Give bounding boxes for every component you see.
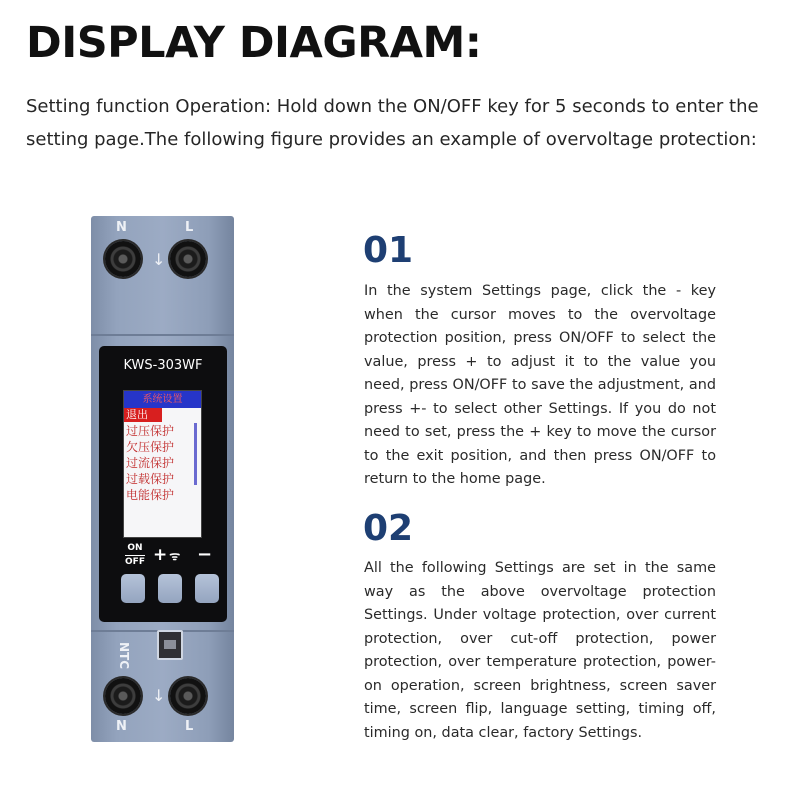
screen-menu-item: 电能保护: [126, 488, 175, 502]
minus-button[interactable]: [195, 574, 219, 603]
step-number: 01: [363, 230, 414, 271]
step-description: In the system Settings page, click the - key when the cursor moves to the overvoltage protection position, press ON/OFF to select the value, press + to adjust it to the value you need, press ON/OFF to save the adjustment, and press +- to select other Settings. If you do not need to set, press the + key to move the cursor to the exit position, and then press ON/OFF to return to the home page.: [364, 283, 716, 487]
screen-menu-item: 欠压保护: [126, 440, 175, 454]
ntc-port: [157, 630, 183, 660]
screw-terminal-n-top: [105, 241, 141, 277]
ntc-port-pin: [164, 640, 176, 649]
screen-menu-item: 过载保护: [126, 472, 175, 486]
model-label: KWS-303WF: [123, 358, 203, 373]
arrow-down-icon: ↓: [152, 686, 166, 705]
terminal-label-n-top: N: [116, 220, 127, 235]
energy-meter-device: [91, 216, 234, 742]
screw-terminal-l-bottom: [170, 678, 206, 714]
label-divider: [125, 555, 145, 556]
step-description: All the following Settings are set in the same way as the above overvoltage protection Settings. Under voltage protection, over current protection, over cut-off protection, power protection, over temperature protection, power-on operation, screen brightness, screen saver time, screen flip, language setting, timing off, timing on, data clear, factory Settings.: [364, 560, 716, 741]
minus-key-label: −: [197, 544, 213, 565]
screw-terminal-n-bottom: [105, 678, 141, 714]
rail-divider-top: [91, 334, 234, 336]
screen-header: 系统设置: [124, 391, 201, 408]
arrow-down-icon: ↓: [152, 250, 166, 269]
lcd-screen: [123, 390, 202, 538]
plus-key-label: [153, 545, 180, 565]
off-label: OFF: [125, 557, 145, 567]
terminal-label-n-bottom: N: [116, 719, 127, 734]
screen-exit-item: 退出: [124, 408, 162, 422]
terminal-label-l-top: L: [185, 220, 194, 235]
terminal-label-l-bottom: L: [185, 719, 194, 734]
intro-text: Setting function Operation: Hold down the ON/OFF key for 5 seconds to enter the setting page.The following figure provides an example of overvoltage protection:: [26, 96, 759, 150]
wifi-icon: ᯤ: [169, 549, 181, 563]
on-label: ON: [127, 543, 143, 553]
plus-button[interactable]: [158, 574, 182, 603]
screen-menu-item: 过流保护: [126, 456, 175, 470]
plus-label: +: [153, 545, 168, 565]
on-off-key-label: [122, 543, 148, 568]
front-panel: [99, 346, 227, 622]
ntc-port-label: NTC: [117, 642, 131, 670]
page-title: DISPLAY DIAGRAM:: [26, 18, 482, 68]
on-off-button[interactable]: [121, 574, 145, 603]
screw-terminal-l-top: [170, 241, 206, 277]
screen-menu-item: 过压保护: [126, 424, 175, 438]
screen-scrollbar: [194, 423, 197, 485]
step-number: 02: [363, 508, 414, 549]
